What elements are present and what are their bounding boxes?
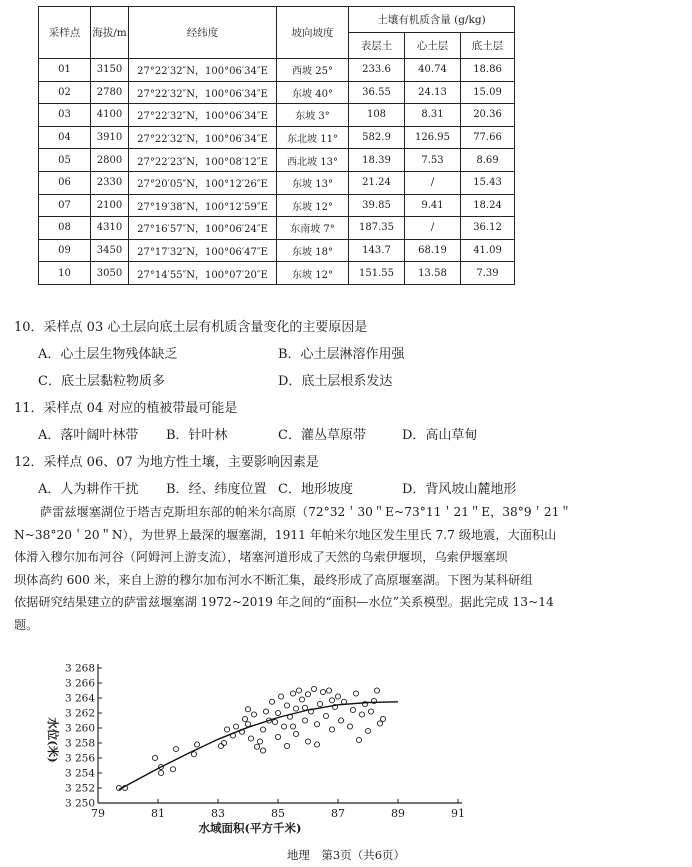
data-point [281, 724, 286, 729]
q12-option-d: D．背风坡山麓地形 [402, 482, 517, 497]
cell-site: 08 [39, 217, 91, 240]
table-row [39, 194, 515, 217]
data-point [380, 716, 385, 721]
x-tick-label: 83 [211, 807, 225, 820]
y-tick-label: 3 264 [64, 692, 95, 705]
table-row [39, 171, 515, 194]
data-point [293, 731, 298, 736]
cell-coords: 27°22′32″N，100°06′34″E [129, 59, 277, 82]
y-tick-label: 3 254 [64, 767, 95, 780]
cell-slope: 东北坡 11° [277, 126, 349, 149]
cell-middle: 9.41 [405, 194, 461, 217]
data-point [260, 727, 265, 732]
table-row [39, 81, 515, 104]
data-point [329, 727, 334, 732]
header-organic: 土壤有机质含量 (g/kg) [349, 7, 515, 33]
cell-altitude: 2100 [91, 194, 129, 217]
x-tick-label: 79 [91, 807, 105, 820]
header-altitude: 海拔/m [91, 7, 129, 59]
cell-middle: 7.53 [405, 149, 461, 172]
passage-line-1: 萨雷兹堰塞湖位于塔吉克斯坦东部的帕米尔高原（72°32＇30＂E~73°11＇21＂E，38°9＇21＂ [40, 505, 572, 519]
data-point [365, 728, 370, 733]
table-body [39, 59, 515, 285]
cell-coords: 27°22′32″N，100°06′34″E [129, 104, 277, 127]
passage-line-3: 体滑入穆尔加布河谷（阿姆河上游支流），堵塞河道形成了天然的乌索伊堰坝，乌索伊堰塞坝 [14, 550, 508, 564]
data-point [368, 709, 373, 714]
y-tick-label: 3 256 [64, 752, 95, 765]
q10-option-a: A．心土层生物残体缺乏 [38, 347, 178, 362]
data-point [314, 722, 319, 727]
y-tick-label: 3 268 [64, 662, 95, 675]
cell-middle: 24.13 [405, 81, 461, 104]
cell-bottom: 18.86 [461, 59, 515, 82]
y-tick-label: 3 250 [64, 797, 95, 810]
cell-altitude: 2330 [91, 171, 129, 194]
cell-altitude: 2780 [91, 81, 129, 104]
q11-option-d: D．高山草甸 [402, 428, 478, 443]
data-point [260, 748, 265, 753]
y-tick-label: 3 260 [64, 722, 95, 735]
soil-table-container [38, 6, 514, 285]
cell-surface: 39.85 [349, 194, 405, 217]
cell-site: 10 [39, 262, 91, 285]
data-point [284, 703, 289, 708]
cell-bottom: 15.43 [461, 171, 515, 194]
y-tick-label: 3 262 [64, 707, 95, 720]
table-row [39, 104, 515, 127]
table-row [39, 217, 515, 240]
data-point [173, 746, 178, 751]
cell-surface: 151.55 [349, 262, 405, 285]
table-row [39, 149, 515, 172]
cell-middle: 126.95 [405, 126, 461, 149]
data-point [374, 688, 379, 693]
data-point [356, 737, 361, 742]
data-point [290, 724, 295, 729]
data-point [353, 691, 358, 696]
cell-middle: 40.74 [405, 59, 461, 82]
data-point [278, 694, 283, 699]
data-point [311, 686, 316, 691]
y-tick-label: 3 258 [64, 737, 95, 750]
data-point [350, 707, 355, 712]
header-site: 采样点 [39, 7, 91, 59]
passage-line-4: 坝体高约 600 米，来自上游的穆尔加布河水不断汇集，最终形成了高原堰塞湖。下图为某科研组 [14, 572, 533, 587]
data-point [335, 694, 340, 699]
cell-slope: 东坡 12° [277, 262, 349, 285]
cell-bottom: 20.36 [461, 104, 515, 127]
x-tick-label: 81 [151, 807, 165, 820]
cell-surface: 582.9 [349, 126, 405, 149]
data-point [251, 712, 256, 717]
data-point [326, 688, 331, 693]
data-point [158, 770, 163, 775]
cell-slope: 东坡 3° [277, 104, 349, 127]
data-point [329, 698, 334, 703]
question-12-stem: 12．采样点 06、07 为地方性土壤，主要影响因素是 [14, 455, 319, 470]
cell-coords: 27°16′57″N，100°06′24″E [129, 217, 277, 240]
data-point [302, 705, 307, 710]
data-point [290, 691, 295, 696]
cell-site: 06 [39, 171, 91, 194]
cell-slope: 东坡 12° [277, 194, 349, 217]
table-row [39, 126, 515, 149]
cell-bottom: 8.69 [461, 149, 515, 172]
cell-altitude: 3450 [91, 239, 129, 262]
cell-site: 07 [39, 194, 91, 217]
chart-axes [98, 664, 462, 803]
data-point [233, 724, 238, 729]
header-bottom: 底土层 [461, 33, 515, 59]
cell-altitude: 3910 [91, 126, 129, 149]
cell-altitude: 4310 [91, 217, 129, 240]
data-point [242, 716, 247, 721]
data-point [191, 752, 196, 757]
cell-slope: 东南坡 7° [277, 217, 349, 240]
q12-option-c: C．地形坡度 [278, 482, 353, 497]
header-coords: 经纬度 [129, 7, 277, 59]
y-tick-label: 3 252 [64, 782, 95, 795]
cell-altitude: 4100 [91, 104, 129, 127]
soil-organic-table [38, 6, 515, 285]
data-point [221, 740, 226, 745]
data-point [275, 710, 280, 715]
data-point [272, 719, 277, 724]
y-tick-label: 3 266 [64, 677, 95, 690]
data-point [275, 734, 280, 739]
cell-coords: 27°17′32″N，100°06′47″E [129, 239, 277, 262]
table-row [39, 262, 515, 285]
data-point [152, 755, 157, 760]
question-10-stem: 10．采样点 03 心土层向底土层有机质含量变化的主要原因是 [14, 320, 368, 335]
cell-site: 03 [39, 104, 91, 127]
q12-option-b: B．经、纬度位置 [166, 482, 267, 497]
data-point [323, 713, 328, 718]
data-point [305, 739, 310, 744]
cell-bottom: 41.09 [461, 239, 515, 262]
data-point [263, 709, 268, 714]
cell-surface: 233.6 [349, 59, 405, 82]
cell-middle: / [405, 217, 461, 240]
q11-option-c: C．灌丛草原带 [278, 428, 366, 443]
cell-surface: 108 [349, 104, 405, 127]
cell-surface: 21.24 [349, 171, 405, 194]
x-tick-label: 87 [331, 807, 345, 820]
header-slope: 坡向坡度 [277, 7, 349, 59]
data-point [245, 707, 250, 712]
data-point [299, 697, 304, 702]
cell-coords: 27°22′23″N，100°08′12″E [129, 149, 277, 172]
cell-coords: 27°14′55″N，100°07′20″E [129, 262, 277, 285]
cell-middle: 13.58 [405, 262, 461, 285]
data-point [293, 706, 298, 711]
data-point [347, 724, 352, 729]
cell-middle: 8.31 [405, 104, 461, 127]
data-point [218, 743, 223, 748]
passage-line-6: 题。 [14, 617, 39, 632]
data-point [359, 712, 364, 717]
cell-surface: 187.35 [349, 217, 405, 240]
data-point [314, 742, 319, 747]
x-tick-label: 91 [451, 807, 465, 820]
cell-site: 01 [39, 59, 91, 82]
data-point [194, 742, 199, 747]
cell-slope: 西坡 25° [277, 59, 349, 82]
passage-paragraph [14, 501, 680, 636]
chart-trend [119, 702, 398, 790]
cell-coords: 27°22′32″N，100°06′34″E [129, 81, 277, 104]
cell-altitude: 2800 [91, 149, 129, 172]
header-middle: 心土层 [405, 33, 461, 59]
data-point [317, 701, 322, 706]
cell-site: 05 [39, 149, 91, 172]
cell-surface: 143.7 [349, 239, 405, 262]
passage-line-2: N~38°20＇20＂N），为世界上最深的堰塞湖，1911 年帕米尔地区发生里氏 7.7 级地震，大面积山 [14, 527, 557, 542]
cell-bottom: 77.66 [461, 126, 515, 149]
area-water-level-chart [40, 662, 480, 840]
cell-site: 02 [39, 81, 91, 104]
cell-bottom: 15.09 [461, 81, 515, 104]
q10-option-c: C．底土层黏粒物质多 [38, 374, 165, 389]
x-tick-label: 89 [391, 807, 405, 820]
q12-option-a: A．人为耕作干扰 [38, 482, 139, 497]
question-11-stem: 11．采样点 04 对应的植被带最可能是 [14, 401, 238, 416]
page-footer: 地理 第3页（共6页） [286, 848, 406, 862]
data-point [302, 718, 307, 723]
cell-coords: 27°22′32″N，100°06′34″E [129, 126, 277, 149]
cell-altitude: 3050 [91, 262, 129, 285]
cell-slope: 东坡 40° [277, 81, 349, 104]
cell-slope: 东坡 18° [277, 239, 349, 262]
chart-x-axis-label: 水域面积(平方千米) [198, 821, 302, 835]
q10-option-d: D．底土层根系发达 [278, 374, 393, 389]
data-point [170, 767, 175, 772]
cell-site: 09 [39, 239, 91, 262]
table-row [39, 59, 515, 82]
cell-coords: 27°20′05″N，100°12′26″E [129, 171, 277, 194]
data-point [284, 743, 289, 748]
chart-points [116, 686, 385, 790]
x-tick-label: 85 [271, 807, 285, 820]
data-point [305, 692, 310, 697]
data-point [257, 739, 262, 744]
chart-ticks [65, 663, 465, 821]
cell-surface: 18.39 [349, 149, 405, 172]
chart-y-axis-label: 水位(米) [46, 717, 60, 763]
cell-middle: / [405, 171, 461, 194]
cell-bottom: 36.12 [461, 217, 515, 240]
header-surface: 表层土 [349, 33, 405, 59]
table-row [39, 239, 515, 262]
data-point [254, 744, 259, 749]
cell-slope: 东坡 13° [277, 171, 349, 194]
cell-surface: 36.55 [349, 81, 405, 104]
cell-middle: 68.19 [405, 239, 461, 262]
cell-coords: 27°19′38″N，100°12′59″E [129, 194, 277, 217]
data-point [248, 736, 253, 741]
cell-bottom: 18.24 [461, 194, 515, 217]
data-point [224, 727, 229, 732]
data-point [296, 688, 301, 693]
q10-option-b: B．心土层淋溶作用强 [278, 347, 405, 362]
q11-option-a: A．落叶阔叶林带 [38, 428, 139, 443]
cell-slope: 西北坡 13° [277, 149, 349, 172]
passage-line-5: 依据研究结果建立的萨雷兹堰塞湖 1972~2019 年之间的“面积—水位”关系模型。据此完成 13~14 [14, 595, 554, 609]
data-point [320, 689, 325, 694]
data-point [338, 718, 343, 723]
data-point [269, 699, 274, 704]
trend-line [119, 702, 398, 790]
cell-site: 04 [39, 126, 91, 149]
q11-option-b: B．针叶林 [166, 428, 228, 443]
cell-bottom: 7.39 [461, 262, 515, 285]
cell-altitude: 3150 [91, 59, 129, 82]
